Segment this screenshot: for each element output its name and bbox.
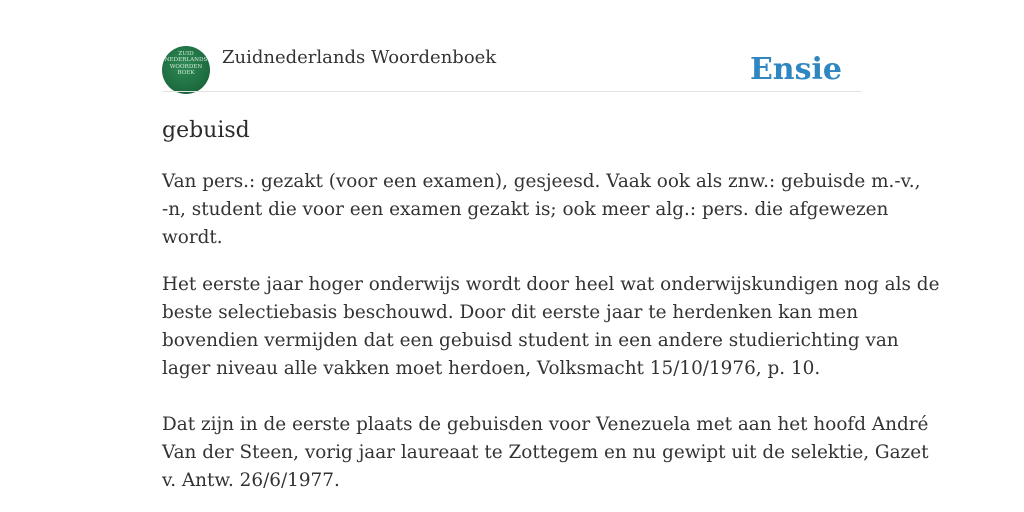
definition-line: wordt. bbox=[162, 227, 223, 248]
example-line: beste selectiebasis beschouwd. Door dit eerste jaar te herdenken kan men bbox=[162, 302, 859, 323]
logo-wordmark bbox=[162, 51, 210, 77]
logo-line: NEDERLANDS bbox=[164, 57, 208, 64]
entry-example-2 bbox=[162, 411, 929, 495]
definition-line: Van pers.: gezakt (voor een examen), gesjeesd. Vaak ook als znw.: gebuisde m.-v., bbox=[162, 171, 921, 192]
logo-line: ZUID bbox=[178, 51, 194, 57]
example-line: lager niveau alle vakken moet herdoen, Volksmacht 15/10/1976, p. 10. bbox=[162, 358, 821, 379]
example-line: Van der Steen, vorig jaar laureaat te Zottegem en nu gewipt uit de selektie, Gazet bbox=[162, 442, 929, 463]
logo-line: WOORDEN bbox=[169, 63, 203, 70]
entry-definition bbox=[162, 168, 921, 252]
entry-example-1 bbox=[162, 271, 940, 383]
example-line: bovendien vermijden dat een gebuisd student in een andere studierichting van bbox=[162, 330, 899, 351]
header-divider bbox=[162, 91, 862, 92]
example-line: Dat zijn in de eerste plaats de gebuisden voor Venezuela met aan het hoofd André bbox=[162, 414, 929, 435]
example-line: Het eerste jaar hoger onderwijs wordt door heel wat onderwijskundigen nog als de bbox=[162, 274, 940, 295]
ensie-brand-link[interactable]: Ensie bbox=[749, 52, 842, 87]
example-line: v. Antw. 26/6/1977. bbox=[162, 470, 340, 491]
logo-line: BOEK bbox=[177, 70, 195, 77]
entry-title: gebuisd bbox=[162, 118, 250, 143]
dictionary-name-link[interactable]: Zuidnederlands Woordenboek bbox=[222, 47, 497, 68]
site-logo[interactable] bbox=[162, 46, 210, 94]
definition-line: -n, student die voor een examen gezakt is; ook meer alg.: pers. die afgewezen bbox=[162, 199, 889, 220]
